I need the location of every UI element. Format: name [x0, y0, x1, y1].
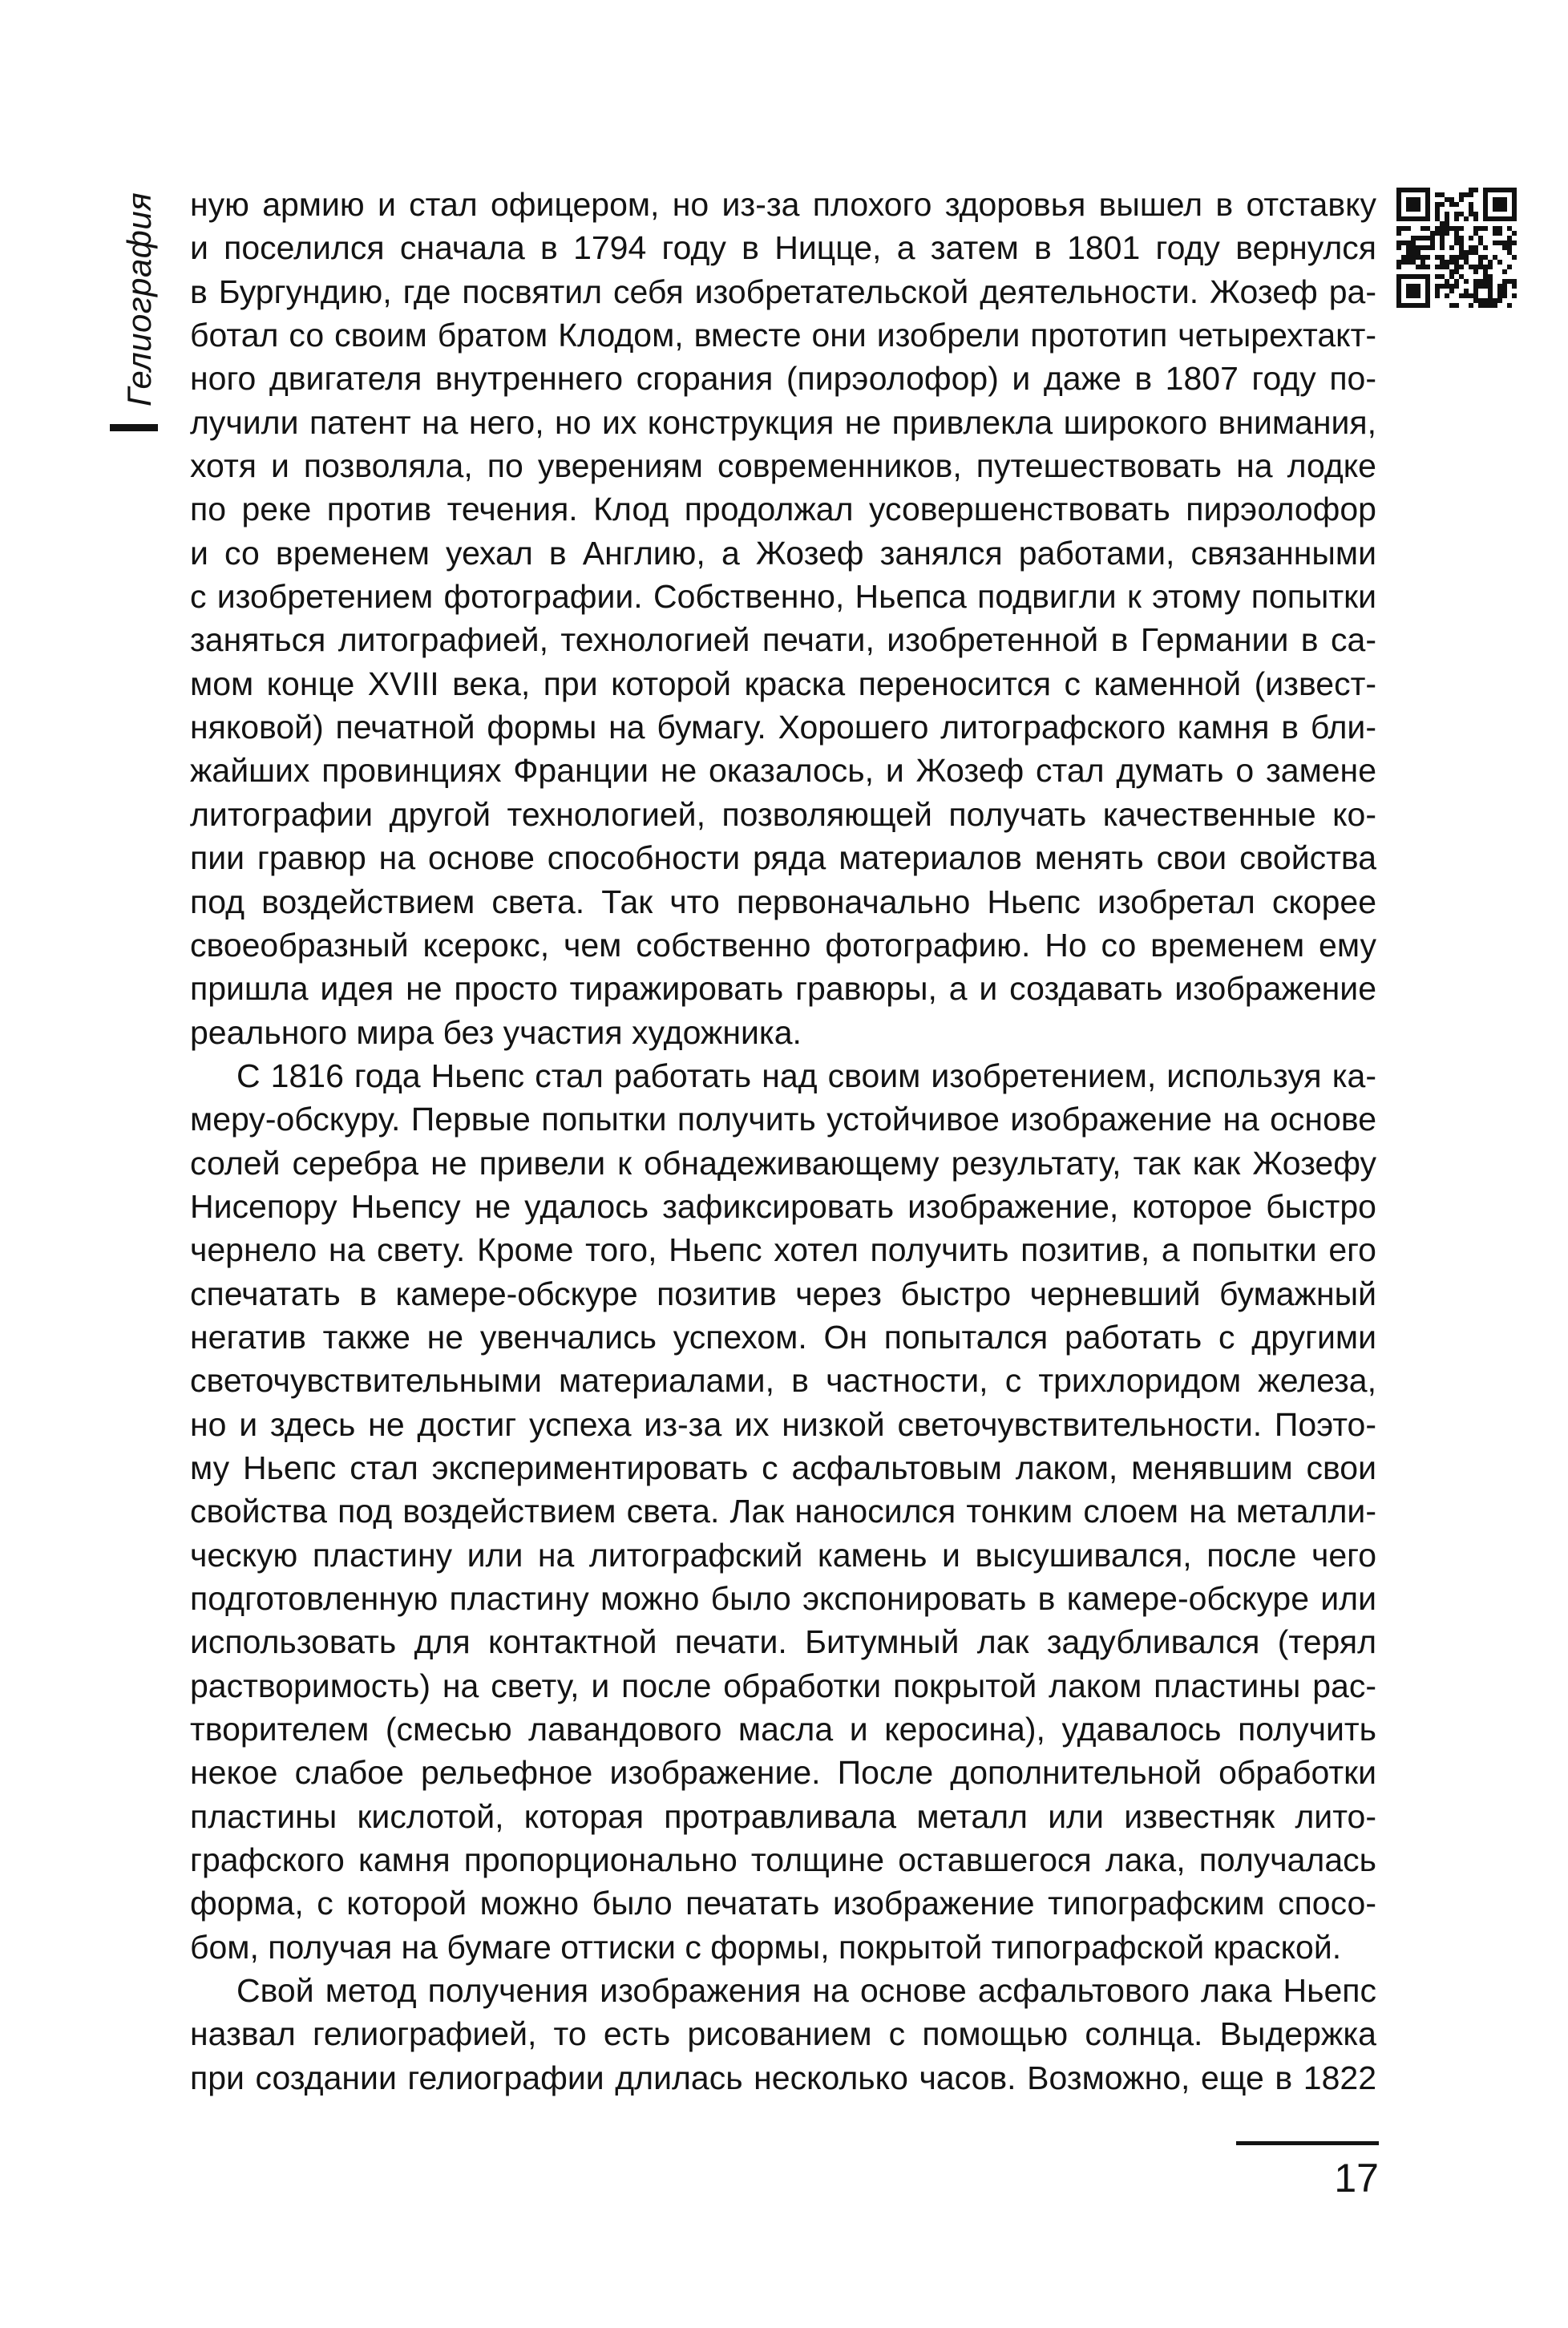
text-line: свойства под воздействием света. Лак наносился тонким слоем на металли- — [190, 1493, 1376, 1530]
text-line: Свой метод получения изображения на основе асфальтового лака Ньепс — [236, 1972, 1376, 2010]
text-line: Нисепору Ньепсу не удалось зафиксировать изображение, которое быстро — [190, 1187, 1376, 1225]
text-line: реального мира без участия художника. — [190, 1013, 802, 1051]
text-line: мом конце XVIII века, при которой краска переносится с каменной (извест- — [190, 665, 1376, 702]
text-line: подготовленную пластину можно было экспонировать в камере-обскуре или — [190, 1580, 1376, 1617]
text-line: назвал гелиографией, то есть рисованием с помощью солнца. Выдержка — [190, 2015, 1376, 2053]
text-line: использовать для контактной печати. Битумный лак задубливался (терял — [190, 1623, 1376, 1661]
text-line: заняться литографией, технологией печати, изобретенной в Германии в са- — [190, 621, 1376, 659]
text-line: под воздействием света. Так что первоначально Ньепс изобретал скорее — [190, 883, 1376, 920]
footer-rule — [1236, 2141, 1379, 2145]
text-line: светочувствительными материалами, в частности, с трихлоридом железа, — [190, 1362, 1376, 1400]
text-line: при создании гелиографии длилась несколько часов. Возможно, еще в 1822 — [190, 2059, 1376, 2096]
text-line: му Ньепс стал экспериментировать с асфальтовым лаком, менявшим свои — [190, 1449, 1376, 1486]
text-line: но и здесь не достиг успеха из-за их низкой светочувствительности. Поэто- — [190, 1405, 1376, 1443]
text-line: и поселился сначала в 1794 году в Ницце, а затем в 1801 году вернулся — [190, 229, 1376, 267]
text-line: хотя и позволяла, по уверениям современников, путешествовать на лодке — [190, 447, 1376, 485]
text-line: негатив также не увенчались успехом. Он попытался работать с другими — [190, 1318, 1376, 1356]
text-line: ботал со своим братом Клодом, вместе они изобрели прототип четырехтакт- — [190, 317, 1376, 354]
text-line: няковой) печатной формы на бумагу. Хорошего литографского камня в бли- — [190, 709, 1376, 746]
text-line: с изобретением фотографии. Собственно, Ньепса подвигли к этому попытки — [190, 578, 1376, 616]
text-line: некое слабое рельефное изображение. После дополнительной обработки — [190, 1754, 1376, 1792]
qr-code — [1396, 188, 1517, 308]
text-line: графского камня пропорционально толщине оставшегося лака, получалась — [190, 1841, 1376, 1879]
text-line: в Бургундию, где посвятил себя изобретательской деятельности. Жозеф ра- — [190, 273, 1376, 310]
text-line: пии гравюр на основе способности ряда материалов менять свои свойства — [190, 839, 1376, 877]
text-line: литографии другой технологией, позволяющей получать качественные ко- — [190, 795, 1376, 833]
text-line: спечатать в камере-обскуре позитив через быстро черневший бумажный — [190, 1275, 1376, 1312]
text-line: своеобразный ксерокс, чем собственно фотографию. Но со временем ему — [190, 926, 1376, 964]
text-line: творителем (смесью лавандового масла и керосина), удавалось получить — [190, 1711, 1376, 1748]
text-line: ного двигателя внутреннего сгорания (пирэолофор) и даже в 1807 году по- — [190, 360, 1376, 398]
sidebar-chapter-label: Гелиография — [120, 192, 158, 406]
text-line: по реке против течения. Клод продолжал усовершенствовать пирэолофор — [190, 491, 1376, 528]
text-line: и со временем уехал в Англию, а Жозеф занялся работами, связанными — [190, 534, 1376, 572]
text-line: чернело на свету. Кроме того, Ньепс хотел получить позитив, а попытки его — [190, 1231, 1376, 1269]
text-line: растворимость) на свету, и после обработки покрытой лаком пластины рас- — [190, 1667, 1376, 1704]
text-line: форма, с которой можно было печатать изображение типографским спосо- — [190, 1885, 1376, 1922]
text-line: ческую пластину или на литографский камень и высушивался, после чего — [190, 1536, 1376, 1574]
text-line: ную армию и стал офицером, но из-за плохого здоровья вышел в отставку — [190, 186, 1376, 223]
text-line: бом, получая на бумаге оттиски с формы, покрытой типографской краской. — [190, 1928, 1342, 1966]
body-text — [190, 183, 1376, 2100]
text-line: солей серебра не привели к обнадеживающему результату, так как Жозефу — [190, 1144, 1376, 1182]
text-line: жайших провинциях Франции не оказалось, и Жозеф стал думать о замене — [190, 752, 1376, 790]
text-line: пластины кислотой, которая протравливала металл или известняк лито- — [190, 1797, 1376, 1835]
sidebar-rule — [110, 424, 158, 431]
text-line: лучили патент на него, но их конструкция не привлекла широкого внимания, — [190, 403, 1376, 441]
text-line: С 1816 года Ньепс стал работать над своим изобретением, используя ка- — [236, 1057, 1376, 1094]
text-line: меру-обскуру. Первые попытки получить устойчивое изображение на основе — [190, 1101, 1376, 1138]
page-number: 17 — [1334, 2156, 1379, 2201]
text-line: пришла идея не просто тиражировать гравюры, а и создавать изображение — [190, 970, 1376, 1008]
